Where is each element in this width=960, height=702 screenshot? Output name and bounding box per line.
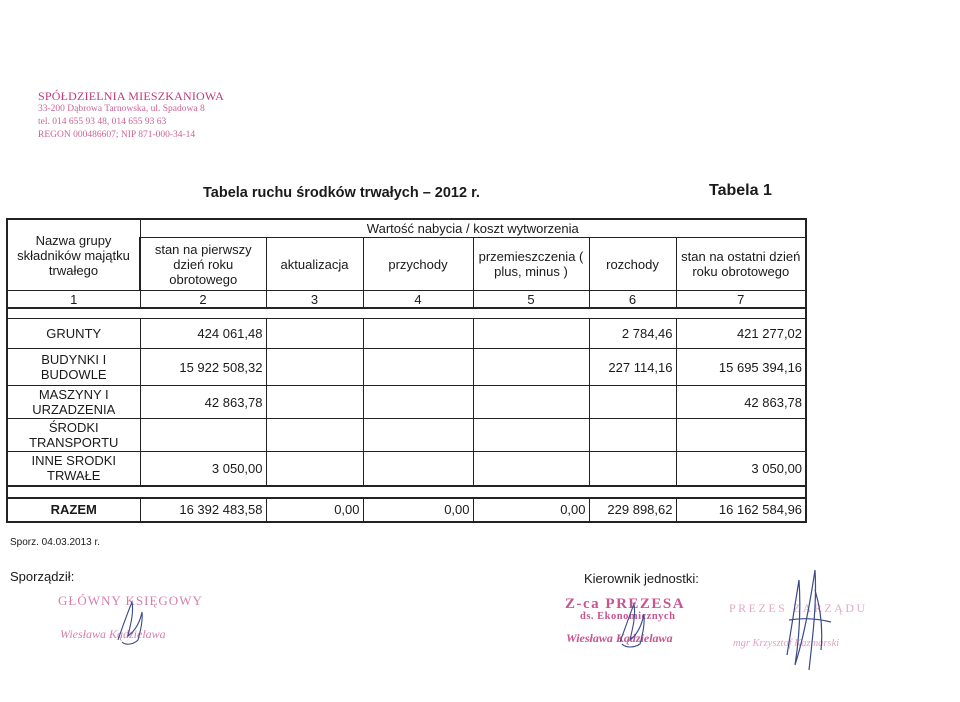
group-header: Wartość nabycia / koszt wytworzenia (140, 219, 806, 238)
column-number-row (7, 291, 806, 309)
cell-closing: 15 695 394,16 (676, 349, 806, 386)
col-header-3: aktualizacja (266, 238, 363, 291)
total-row (7, 498, 806, 522)
cell-additions (363, 452, 473, 486)
cell-closing: 42 863,78 (676, 386, 806, 419)
cell-opening: 424 061,48 (140, 319, 266, 349)
cell-revaluation (266, 319, 363, 349)
accountant-stamp-title: GŁÓWNY KSIĘGOWY (58, 593, 203, 608)
cell-additions (363, 419, 473, 452)
cell-closing (676, 419, 806, 452)
col-header-5: przemieszczenia ( plus, minus ) (473, 238, 589, 291)
cell-revaluation (266, 419, 363, 452)
total-revaluation: 0,00 (266, 498, 363, 522)
col-header-4: przychody (363, 238, 473, 291)
table-header-row-1 (7, 219, 806, 238)
deputy-stamp-title: Z-ca PREZESA (565, 596, 686, 612)
row-name: GRUNTY (7, 319, 140, 349)
col-number: 2 (140, 291, 266, 309)
deputy-stamp-name: Wiesława Kądzielawa (566, 631, 673, 645)
cell-transfers (473, 349, 589, 386)
prepared-by-label: Sporządził: (10, 569, 75, 584)
col-header-7: stan na ostatni dzień roku obrotowego (676, 238, 806, 291)
row-name: BUDYNKI I BUDOWLE (7, 349, 140, 386)
cell-additions (363, 349, 473, 386)
row-name: ŚRODKI TRANSPORTU (7, 419, 140, 452)
row-name: INNE SRODKI TRWAŁE (7, 452, 140, 486)
row-name: MASZYNY I URZADZENIA (7, 386, 140, 419)
cell-revaluation (266, 452, 363, 486)
table-row (7, 386, 806, 419)
cell-additions (363, 386, 473, 419)
letterhead-phone: tel. 014 655 93 48, 014 655 93 63 (38, 117, 167, 127)
document-title: Tabela ruchu środków trwałych – 2012 r. (203, 185, 480, 201)
col-number: 6 (589, 291, 676, 309)
col-number: 7 (676, 291, 806, 309)
cell-opening: 3 050,00 (140, 452, 266, 486)
total-transfers: 0,00 (473, 498, 589, 522)
cell-transfers (473, 319, 589, 349)
cell-transfers (473, 452, 589, 486)
col-header-1: Nazwa grupy składników majątku trwałego (7, 219, 140, 291)
table-row (7, 349, 806, 386)
table-row (7, 419, 806, 452)
total-closing: 16 162 584,96 (676, 498, 806, 522)
col-number: 3 (266, 291, 363, 309)
fixed-assets-table (6, 218, 807, 523)
col-header-2: stan na pierwszy dzień roku obrotowego (140, 238, 266, 291)
president-stamp-name: mgr Krzysztof Kazmarski (733, 638, 840, 649)
president-stamp-title: PREZES ZARZĄDU (729, 601, 868, 615)
cell-revaluation (266, 349, 363, 386)
total-label: RAZEM (7, 498, 140, 522)
cell-disposals (589, 452, 676, 486)
letterhead-stamp (38, 90, 224, 142)
spacer-row (7, 308, 806, 319)
total-additions: 0,00 (363, 498, 473, 522)
prepared-date: Sporz. 04.03.2013 r. (10, 537, 101, 548)
cell-closing: 3 050,00 (676, 452, 806, 486)
president-signature (775, 560, 845, 680)
deputy-stamp-subtitle: ds. Ekonomicznych (580, 611, 676, 622)
cell-transfers (473, 386, 589, 419)
col-number: 4 (363, 291, 473, 309)
cell-disposals (589, 386, 676, 419)
deputy-signature (614, 598, 654, 654)
cell-opening: 42 863,78 (140, 386, 266, 419)
cell-additions (363, 319, 473, 349)
spacer-row (7, 486, 806, 498)
cell-disposals: 227 114,16 (589, 349, 676, 386)
table-label: Tabela 1 (709, 182, 772, 199)
cell-opening: 15 922 508,32 (140, 349, 266, 386)
cell-disposals (589, 419, 676, 452)
table-row (7, 452, 806, 486)
total-disposals: 229 898,62 (589, 498, 676, 522)
cell-transfers (473, 419, 589, 452)
col-number: 5 (473, 291, 589, 309)
table-row (7, 319, 806, 349)
cell-opening (140, 419, 266, 452)
head-of-unit-label: Kierownik jednostki: (584, 571, 699, 586)
col-header-6: rozchody (589, 238, 676, 291)
col-number: 1 (7, 291, 140, 309)
letterhead-name: SPÓŁDZIELNIA MIESZKANIOWA (38, 89, 224, 103)
cell-disposals: 2 784,46 (589, 319, 676, 349)
total-opening: 16 392 483,58 (140, 498, 266, 522)
accountant-signature (110, 592, 155, 652)
letterhead-ids: REGON 000486607; NIP 871-000-34-14 (38, 130, 196, 140)
cell-revaluation (266, 386, 363, 419)
accountant-stamp-name: Wiesława Kądzielawa (60, 627, 166, 641)
letterhead-address: 33-200 Dąbrowa Tarnowska, ul. Spadowa 8 (38, 104, 205, 114)
cell-closing: 421 277,02 (676, 319, 806, 349)
